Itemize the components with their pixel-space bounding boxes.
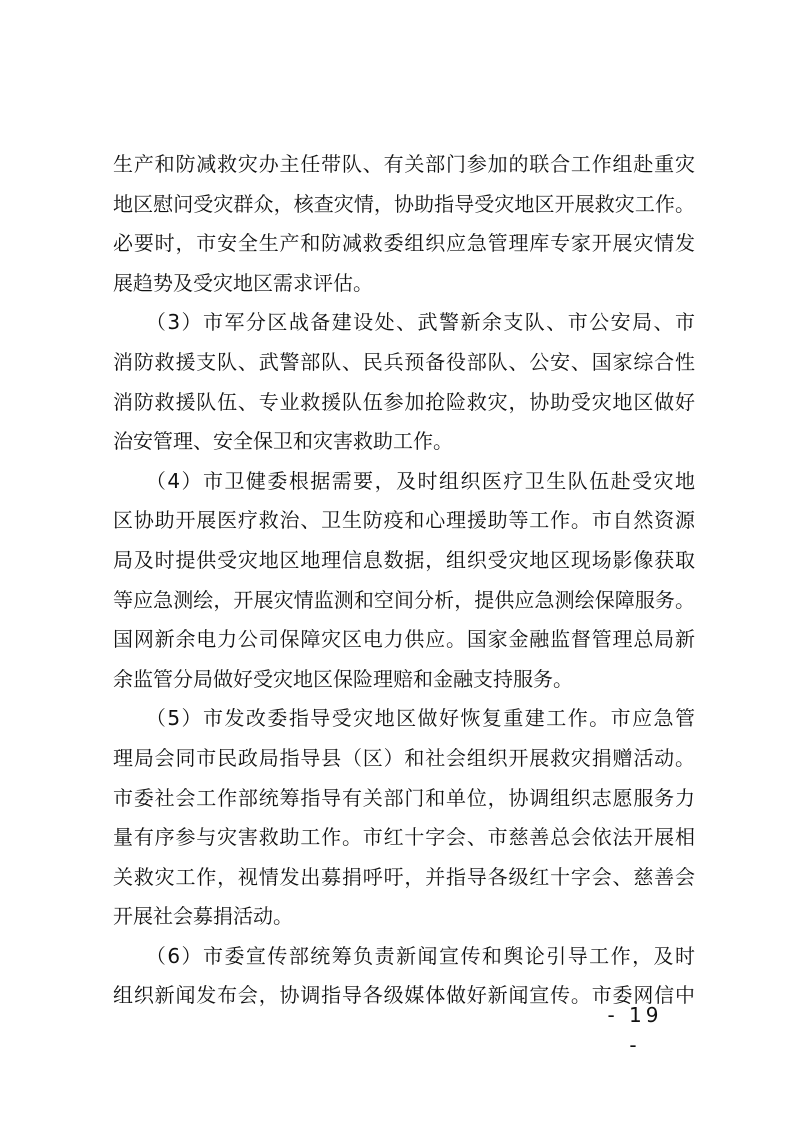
- text-line: 消防救援队伍、专业救援队伍参加抢险救灾，协助受灾地区做好: [113, 389, 695, 414]
- text-line: 关救灾工作，视情发出募捐呼吁，并指导各级红十字会、慈善会: [113, 864, 695, 889]
- text-line: 余监管分局做好受灾地区保险理赔和金融支持服务。: [113, 666, 573, 691]
- text-line: 必要时，市安全生产和防减救委组织应急管理库专家开展灾情发: [113, 231, 695, 256]
- text-line: 局及时提供受灾地区地理信息数据，组织受灾地区现场影像获取: [113, 547, 695, 572]
- text-line: 治安管理、安全保卫和灾害救助工作。: [113, 429, 453, 454]
- page-number: - 19 -: [607, 1003, 663, 1057]
- text-line: 理局会同市民政局指导县（区）和社会组织开展救灾捐赠活动。: [113, 745, 695, 770]
- text-line: 地区慰问受灾群众，核查灾情，协助指导受灾地区开展救灾工作。: [113, 191, 695, 216]
- text-line: 展趋势及受灾地区需求评估。: [113, 270, 373, 295]
- text-line: （5）市发改委指导受灾地区做好恢复重建工作。市应急管: [113, 706, 695, 731]
- text-line: （3）市军分区战备建设处、武警新余支队、市公安局、市: [113, 310, 695, 335]
- text-line: （6）市委宣传部统筹负责新闻宣传和舆论引导工作，及时: [113, 943, 695, 968]
- text-line: 量有序参与灾害救助工作。市红十字会、市慈善总会依法开展相: [113, 825, 695, 850]
- text-line: 生产和防减救灾办主任带队、有关部门参加的联合工作组赴重灾: [113, 152, 695, 176]
- text-line: 市委社会工作部统筹指导有关部门和单位，协调组织志愿服务力: [113, 785, 695, 810]
- text-line: 消防救援支队、武警部队、民兵预备役部队、公安、国家综合性: [113, 349, 695, 374]
- document-body: [113, 145, 695, 1016]
- text-line: 组织新闻发布会，协调指导各级媒体做好新闻宣传。市委网信中: [113, 983, 695, 1008]
- text-line: 等应急测绘，开展灾情监测和空间分析，提供应急测绘保障服务。: [113, 587, 695, 612]
- text-line: 国网新余电力公司保障灾区电力供应。国家金融监督管理总局新: [113, 627, 695, 652]
- text-line: （4）市卫健委根据需要，及时组织医疗卫生队伍赴受灾地: [113, 468, 695, 493]
- text-line: 区协助开展医疗救治、卫生防疫和心理援助等工作。市自然资源: [113, 508, 695, 533]
- text-line: 开展社会募捐活动。: [113, 904, 293, 929]
